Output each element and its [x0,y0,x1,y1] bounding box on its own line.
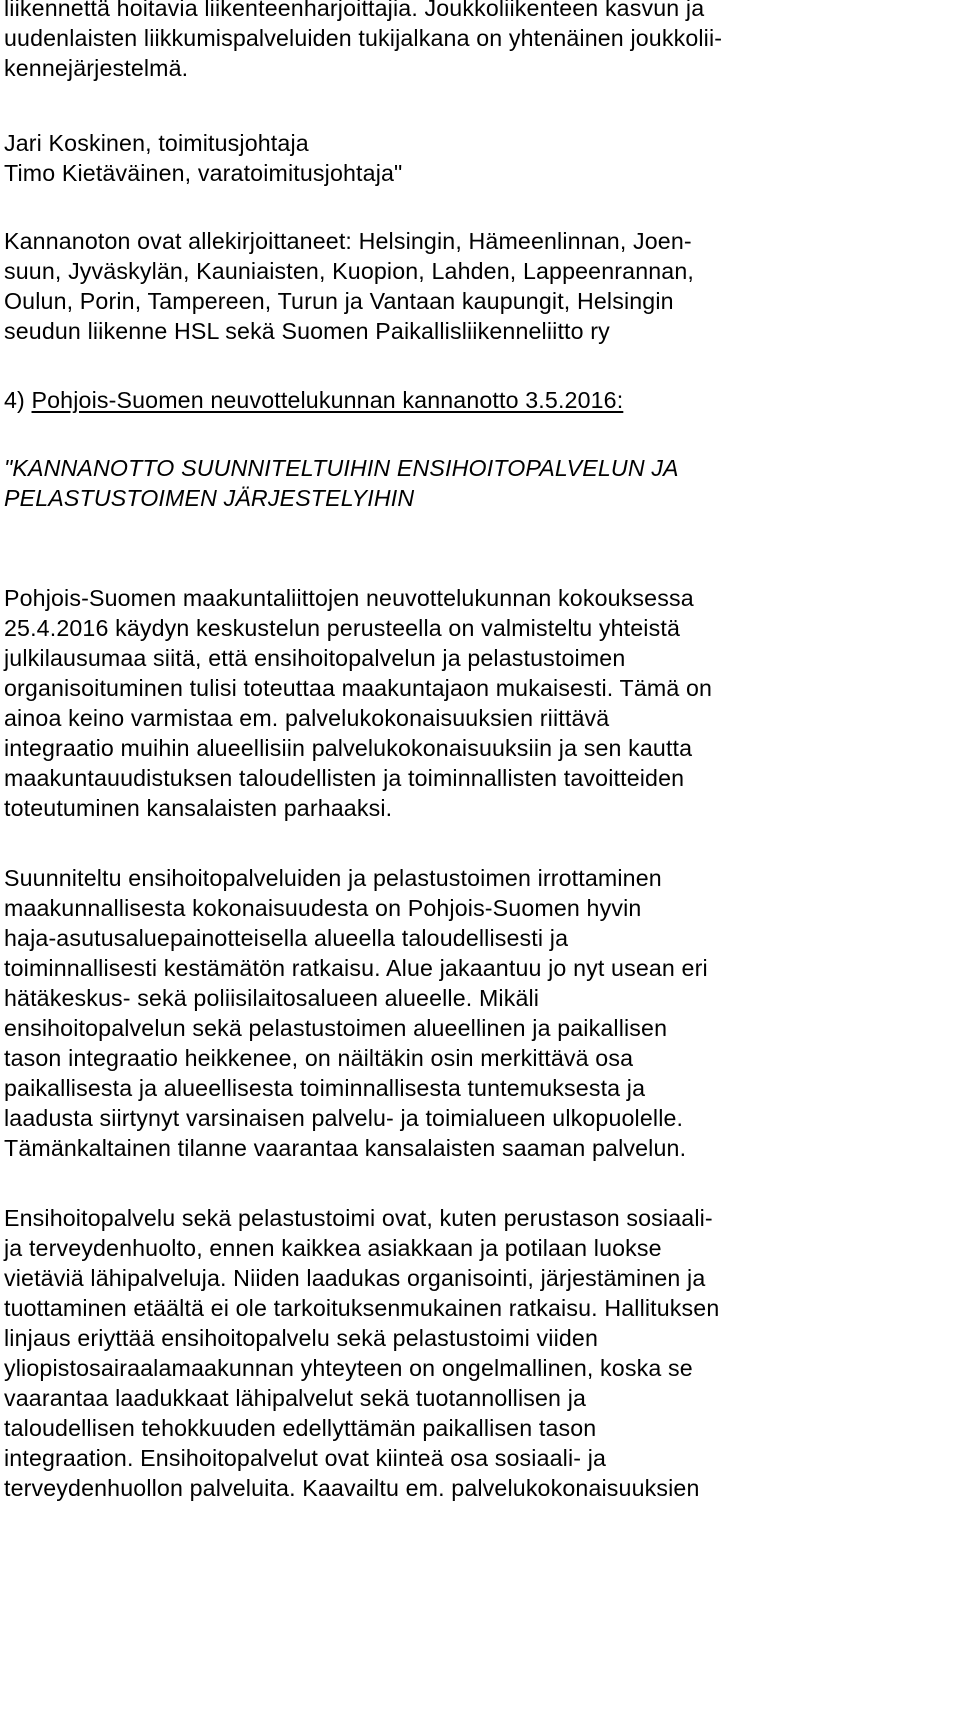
signatories-line: suun, Jyväskylän, Kauniaisten, Kuopion, Lahden, Lappeenrannan, [4,258,694,284]
paragraph-line: laadusta siirtynyt varsinaisen palvelu- ja toimialueen ulkopuolelle. [4,1105,684,1131]
paragraph-line: ainoa keino varmistaa em. palvelukokonaisuuksien riittävä [4,705,610,731]
statement-title-line: "KANNANOTTO SUUNNITELTUIHIN ENSIHOITOPALVELUN JA [4,455,679,481]
paragraph-line: ensihoitopalvelun sekä pelastustoimen alueellinen ja paikallisen [4,1015,668,1041]
signer-line: Timo Kietäväinen, varatoimitusjohtaja" [4,160,403,186]
paragraph-line: taloudellisen tehokkuuden edellyttämän paikallisen tason [4,1415,597,1441]
signatories-line: Oulun, Porin, Tampereen, Turun ja Vantaan kaupungit, Helsingin [4,288,674,314]
paragraph-line: Tämänkaltainen tilanne vaarantaa kansalaisten saaman palvelun. [4,1135,687,1161]
paragraph-line: toiminnallisesti kestämätön ratkaisu. Alue jakaantuu jo nyt usean eri [4,955,708,981]
intro-line: liikennettä hoitavia liikenteenharjoittajia. Joukkoliikenteen kasvun ja [4,0,705,21]
paragraph-line: julkilausumaa siitä, että ensihoitopalvelun ja pelastustoimen [4,645,626,671]
paragraph-line: organisoituminen tulisi toteuttaa maakuntajaon mukaisesti. Tämä on [4,675,713,701]
paragraph-line: Ensihoitopalvelu sekä pelastustoimi ovat, kuten perustason sosiaali- [4,1205,713,1231]
paragraph-line: maakuntauudistuksen taloudellisten ja toiminnallisten tavoitteiden [4,765,685,791]
paragraph-line: toteutuminen kansalaisten parhaaksi. [4,795,393,821]
paragraph-line: tuottaminen etäältä ei ole tarkoituksenmukainen ratkaisu. Hallituksen [4,1295,720,1321]
section-heading [4,386,623,415]
statement-title-line: PELASTUSTOIMEN JÄRJESTELYIHIN [4,485,415,511]
paragraph-line: tason integraatio heikkenee, on näiltäkin osin merkittävä osa [4,1045,634,1071]
intro-line: kennejärjestelmä. [4,55,189,81]
paragraph-line: maakunnallisesta kokonaisuudesta on Pohjois-Suomen hyvin [4,895,642,921]
paragraph-line: vaarantaa laadukkaat lähipalvelut sekä tuotannollisen ja [4,1385,587,1411]
signer-line: Jari Koskinen, toimitusjohtaja [4,130,309,156]
paragraph-line: yliopistosairaalamaakunnan yhteyteen on ongelmallinen, koska se [4,1355,693,1381]
signatories-line: seudun liikenne HSL sekä Suomen Paikallisliikenneliitto ry [4,318,610,344]
paragraph-line: integraatio muihin alueellisiin palvelukokonaisuuksiin ja sen kautta [4,735,693,761]
paragraph-line: Suunniteltu ensihoitopalveluiden ja pelastustoimen irrottaminen [4,865,662,891]
paragraph-line: Pohjois-Suomen maakuntaliittojen neuvottelukunnan kokouksessa [4,585,694,611]
paragraph-line: linjaus eriyttää ensihoitopalvelu sekä pelastustoimi viiden [4,1325,599,1351]
section-heading-link[interactable]: Pohjois-Suomen neuvottelukunnan kannanotto 3.5.2016: [31,387,624,413]
intro-line: uudenlaisten liikkumispalveluiden tukijalkana on yhtenäinen joukkolii- [4,25,723,51]
signatories-line: Kannanoton ovat allekirjoittaneet: Helsingin, Hämeenlinnan, Joen- [4,228,692,254]
paragraph-line: haja-asutusaluepainotteisella alueella taloudellisesti ja [4,925,569,951]
paragraph-line: paikallisesta ja alueellisesta toiminnallisesta tuntemuksesta ja [4,1075,646,1101]
paragraph-line: integraation. Ensihoitopalvelut ovat kiinteä osa sosiaali- ja [4,1445,607,1471]
paragraph-line: hätäkeskus- sekä poliisilaitosalueen alueelle. Mikäli [4,985,540,1011]
section-number: 4) [4,387,32,413]
paragraph-line: vietäviä lähipalveluja. Niiden laadukas organisointi, järjestäminen ja [4,1265,706,1291]
paragraph-line: ja terveydenhuolto, ennen kaikkea asiakkaan ja potilaan luokse [4,1235,662,1261]
paragraph-line: 25.4.2016 käydyn keskustelun perusteella on valmisteltu yhteistä [4,615,680,641]
paragraph-line: terveydenhuollon palveluita. Kaavailtu em. palvelukokonaisuuksien [4,1475,700,1501]
